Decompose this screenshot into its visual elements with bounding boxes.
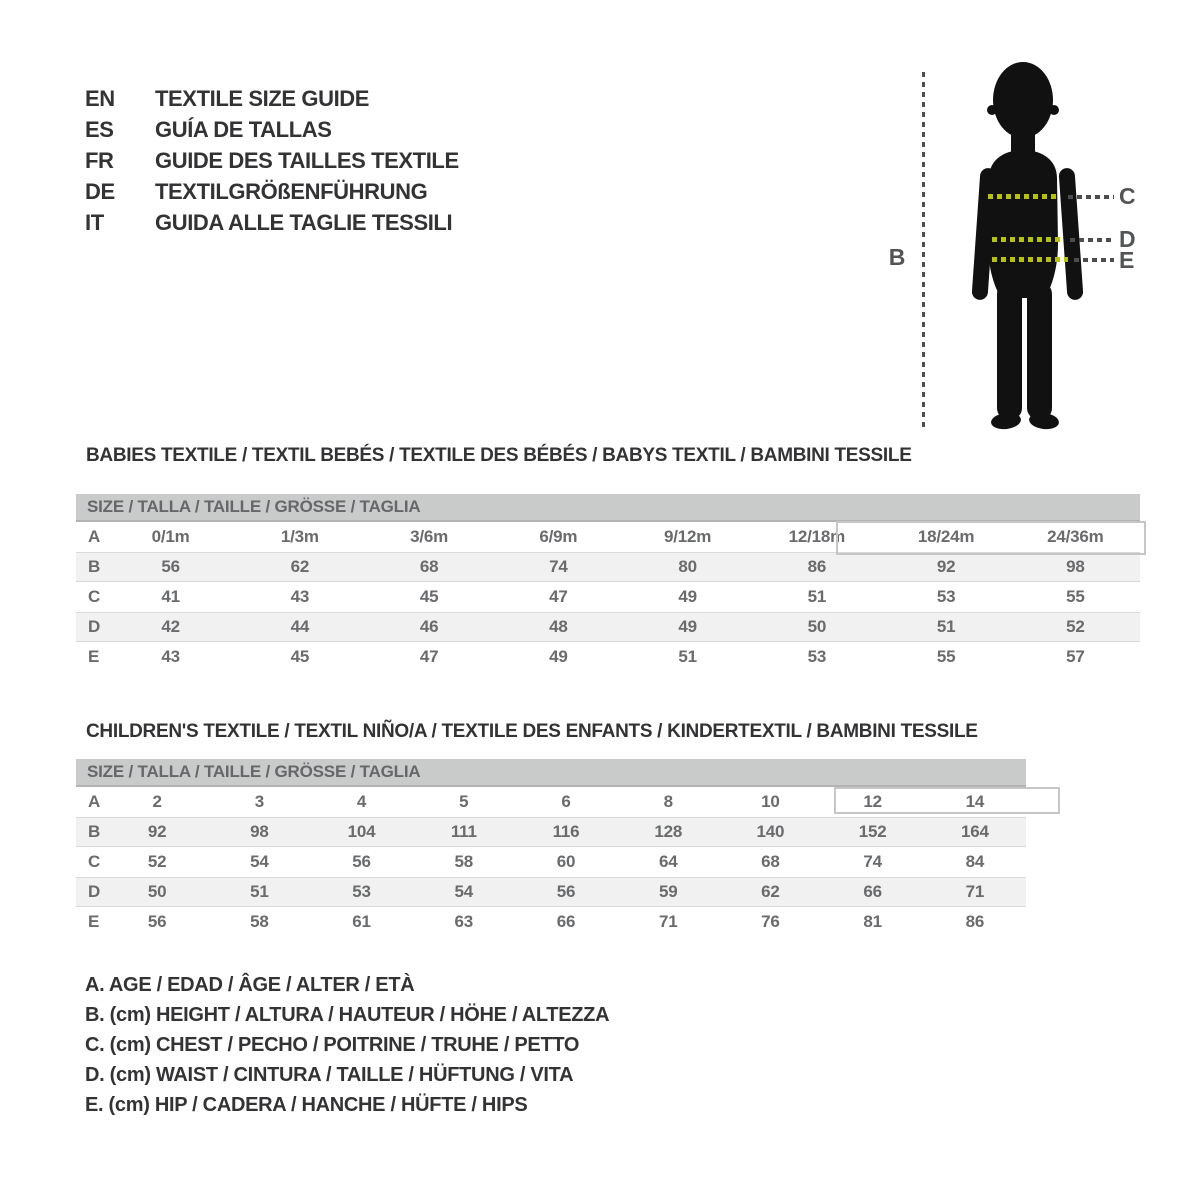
- table-cell: 54: [250, 852, 269, 871]
- row-label: B: [88, 822, 101, 841]
- legend-text: E. (cm) HIP / CADERA / HANCHE / HÜFTE / HIPS: [85, 1094, 528, 1116]
- table-cell: 98: [1066, 557, 1085, 576]
- row-label: E: [88, 647, 100, 666]
- table-cell: 51: [250, 882, 269, 901]
- table-cell: 41: [161, 587, 180, 606]
- measurement-legend: [85, 970, 609, 1120]
- table-cell: 164: [960, 822, 989, 841]
- table-cell: 48: [549, 617, 568, 636]
- language-guide-title: TEXTILGRÖßENFÜHRUNG: [155, 179, 428, 204]
- language-guide-title: TEXTILE SIZE GUIDE: [155, 86, 370, 111]
- table-cell: 43: [161, 647, 180, 666]
- table-cell: 50: [147, 882, 167, 901]
- language-guide-row: [85, 83, 459, 114]
- size-header-bar: SIZE / TALLA / TAILLE / GRÖSSE / TAGLIA: [76, 759, 1026, 787]
- table-cell: 10: [761, 792, 780, 811]
- table-cell: 52: [147, 852, 167, 871]
- table-row: [76, 642, 1140, 672]
- table-cell: 66: [556, 912, 576, 931]
- table-cell: 86: [807, 557, 827, 576]
- row-label: C: [88, 852, 101, 871]
- legend-row: [85, 1090, 609, 1120]
- child-silhouette: [965, 58, 1090, 440]
- table-cell: 71: [658, 912, 678, 931]
- chest-dotted-line: [988, 194, 1060, 199]
- babies-section-title: BABIES TEXTILE / TEXTIL BEBÉS / TEXTILE DES BÉBÉS / BABYS TEXTIL / BAMBINI TESSILE: [86, 445, 912, 466]
- legend-text: C. (cm) CHEST / PECHO / POITRINE / TRUHE / PETTO: [85, 1034, 580, 1056]
- table-cell: 128: [654, 822, 683, 841]
- table-cell: 55: [936, 647, 956, 666]
- language-guide-row: [85, 176, 459, 207]
- table-cell: 43: [290, 587, 310, 606]
- table-row: [76, 907, 1026, 937]
- hip-dotted-line: [992, 257, 1068, 262]
- table-cell: 61: [352, 912, 371, 931]
- legend-row: [85, 1030, 609, 1060]
- table-cell: 68: [761, 852, 780, 871]
- hip-pointer-line: [1074, 258, 1114, 262]
- table-cell: 14: [965, 792, 985, 811]
- table-cell: 51: [807, 587, 827, 606]
- table-row: [76, 847, 1026, 877]
- table-cell: 49: [549, 647, 568, 666]
- table-cell: 63: [454, 912, 474, 931]
- table-cell: 62: [761, 882, 780, 901]
- table-cell: 51: [678, 647, 697, 666]
- size-header-bar: SIZE / TALLA / TAILLE / GRÖSSE / TAGLIA: [76, 494, 1140, 522]
- table-cell: 12: [863, 792, 882, 811]
- table-cell: 56: [352, 852, 371, 871]
- waist-dotted-line: [992, 237, 1064, 242]
- table-row: [76, 612, 1140, 642]
- height-measure-line: [922, 72, 925, 430]
- table-cell: 45: [419, 587, 439, 606]
- table-cell: 18/24m: [917, 527, 975, 546]
- table-cell: 68: [419, 557, 439, 576]
- legend-text: D. (cm) WAIST / CINTURA / TAILLE / HÜFTUNG / VITA: [85, 1064, 574, 1086]
- table-cell: 47: [549, 587, 568, 606]
- table-cell: 49: [678, 617, 697, 636]
- row-label: C: [88, 587, 101, 606]
- table-cell: 51: [936, 617, 956, 636]
- table-cell: 74: [863, 852, 882, 871]
- table-cell: 9/12m: [664, 527, 712, 546]
- table-row: [76, 582, 1140, 612]
- chest-label: C: [1119, 183, 1136, 209]
- table-cell: 8: [663, 792, 673, 811]
- size-selection-box: [834, 787, 1060, 814]
- table-cell: 53: [352, 882, 371, 901]
- table-cell: 58: [454, 852, 474, 871]
- table-cell: 5: [459, 792, 469, 811]
- waist-label: D: [1119, 226, 1136, 252]
- table-cell: 24/36m: [1047, 527, 1104, 546]
- table-cell: 58: [250, 912, 269, 931]
- table-cell: 4: [356, 792, 367, 811]
- table-cell: 59: [658, 882, 678, 901]
- row-label: E: [88, 912, 100, 931]
- hip-label: E: [1119, 247, 1135, 273]
- language-guide-row: [85, 207, 459, 238]
- table-cell: 104: [347, 822, 376, 841]
- row-label: A: [88, 792, 101, 811]
- table-cell: 76: [761, 912, 780, 931]
- table-cell: 12/18m: [788, 527, 846, 546]
- table-cell: 1/3m: [280, 527, 319, 546]
- table-cell: 44: [290, 617, 310, 636]
- table-cell: 86: [965, 912, 985, 931]
- language-code: DE: [85, 179, 115, 204]
- language-code: ES: [85, 117, 114, 142]
- row-label: D: [88, 617, 101, 636]
- table-cell: 46: [419, 617, 439, 636]
- table-cell: 56: [161, 557, 180, 576]
- table-row: [76, 817, 1026, 847]
- height-label: B: [888, 244, 906, 270]
- table-cell: 45: [290, 647, 310, 666]
- table-cell: 0/1m: [151, 527, 190, 546]
- chest-pointer-line: [1068, 195, 1114, 199]
- table-row: [76, 877, 1026, 907]
- table-cell: 81: [863, 912, 882, 931]
- size-selection-box: [836, 521, 1146, 555]
- table-cell: 3: [254, 792, 264, 811]
- table-cell: 53: [936, 587, 956, 606]
- table-cell: 98: [250, 822, 269, 841]
- row-label: A: [88, 527, 101, 546]
- language-code: EN: [85, 86, 115, 111]
- table-cell: 49: [678, 587, 697, 606]
- table-cell: 64: [658, 852, 678, 871]
- legend-text: B. (cm) HEIGHT / ALTURA / HAUTEUR / HÖHE / ALTEZZA: [85, 1004, 610, 1026]
- language-guide-title: GUÍA DE TALLAS: [155, 117, 332, 142]
- legend-text: A. AGE / EDAD / ÂGE / ALTER / ETÀ: [85, 974, 415, 996]
- language-guide-row: [85, 114, 459, 145]
- table-cell: 55: [1066, 587, 1085, 606]
- table-cell: 56: [147, 912, 167, 931]
- table-cell: 54: [454, 882, 474, 901]
- table-cell: 60: [556, 852, 576, 871]
- row-label: D: [88, 882, 101, 901]
- table-cell: 84: [965, 852, 985, 871]
- language-code: FR: [85, 148, 114, 173]
- language-guide-title: GUIDA ALLE TAGLIE TESSILI: [155, 210, 453, 235]
- table-cell: 140: [756, 822, 785, 841]
- table-cell: 74: [549, 557, 568, 576]
- table-cell: 56: [556, 882, 576, 901]
- table-cell: 116: [552, 822, 580, 841]
- table-cell: 47: [419, 647, 439, 666]
- language-guide-row: [85, 145, 459, 176]
- language-code: IT: [85, 210, 104, 235]
- table-cell: 80: [678, 557, 697, 576]
- children-size-table: [76, 759, 1026, 937]
- legend-row: [85, 1060, 609, 1090]
- table-cell: 66: [863, 882, 882, 901]
- table-cell: 57: [1066, 647, 1085, 666]
- waist-pointer-line: [1070, 238, 1114, 242]
- language-guide: [85, 83, 459, 238]
- table-cell: 6: [561, 792, 571, 811]
- row-label: B: [88, 557, 101, 576]
- table-cell: 92: [936, 557, 956, 576]
- table-cell: 3/6m: [410, 527, 449, 546]
- table-row: [76, 552, 1140, 582]
- table-cell: 62: [290, 557, 310, 576]
- legend-row: [85, 1000, 609, 1030]
- legend-row: [85, 970, 609, 1000]
- table-cell: 71: [965, 882, 985, 901]
- children-section-title: CHILDREN'S TEXTILE / TEXTIL NIÑO/A / TEXTILE DES ENFANTS / KINDERTEXTIL / BAMBINI TESSILE: [86, 721, 978, 742]
- table-cell: 2: [152, 792, 162, 811]
- table-cell: 6/9m: [539, 527, 578, 546]
- table-cell: 111: [450, 822, 477, 841]
- table-cell: 53: [807, 647, 827, 666]
- table-cell: 42: [161, 617, 180, 636]
- table-cell: 52: [1066, 617, 1085, 636]
- table-cell: 152: [858, 822, 887, 841]
- table-cell: 92: [147, 822, 167, 841]
- table-cell: 50: [807, 617, 827, 636]
- language-guide-title: GUIDE DES TAILLES TEXTILE: [155, 148, 459, 173]
